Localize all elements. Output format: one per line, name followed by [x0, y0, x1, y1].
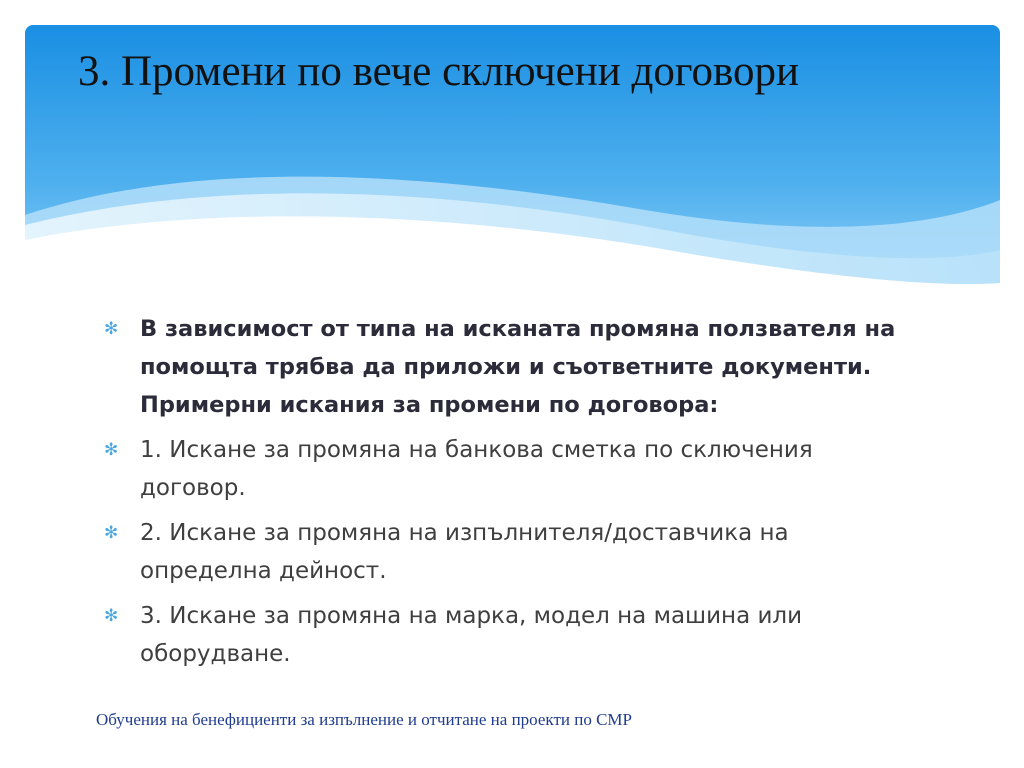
bullet-item — [104, 597, 904, 673]
asterisk-icon: ✻ — [104, 606, 119, 626]
bullet-list — [104, 310, 904, 680]
bullet-text: 3. Искане за промяна на марка, модел на машина или оборудване. — [140, 603, 803, 667]
bullet-text: В зависимост от типа на исканата промяна ползвателя на помощта трябва да приложи и съответните документи. Примерни искания за промени по договора: — [140, 316, 896, 418]
slide-footer: Обучения на бенефициенти за изпълнение и отчитане на проекти по СМР — [96, 710, 632, 729]
slide-title: 3. Промени по вече сключени договори — [78, 48, 799, 95]
bullet-text: 1. Искане за промяна на банкова сметка по сключения договор. — [140, 437, 813, 501]
bullet-item — [104, 514, 904, 590]
bullet-text: 2. Искане за промяна на изпълнителя/доставчика на определна дейност. — [140, 520, 789, 584]
asterisk-icon: ✻ — [104, 319, 119, 339]
asterisk-icon: ✻ — [104, 523, 119, 543]
bullet-item — [104, 431, 904, 507]
bullet-item — [104, 310, 904, 424]
asterisk-icon: ✻ — [104, 440, 119, 460]
